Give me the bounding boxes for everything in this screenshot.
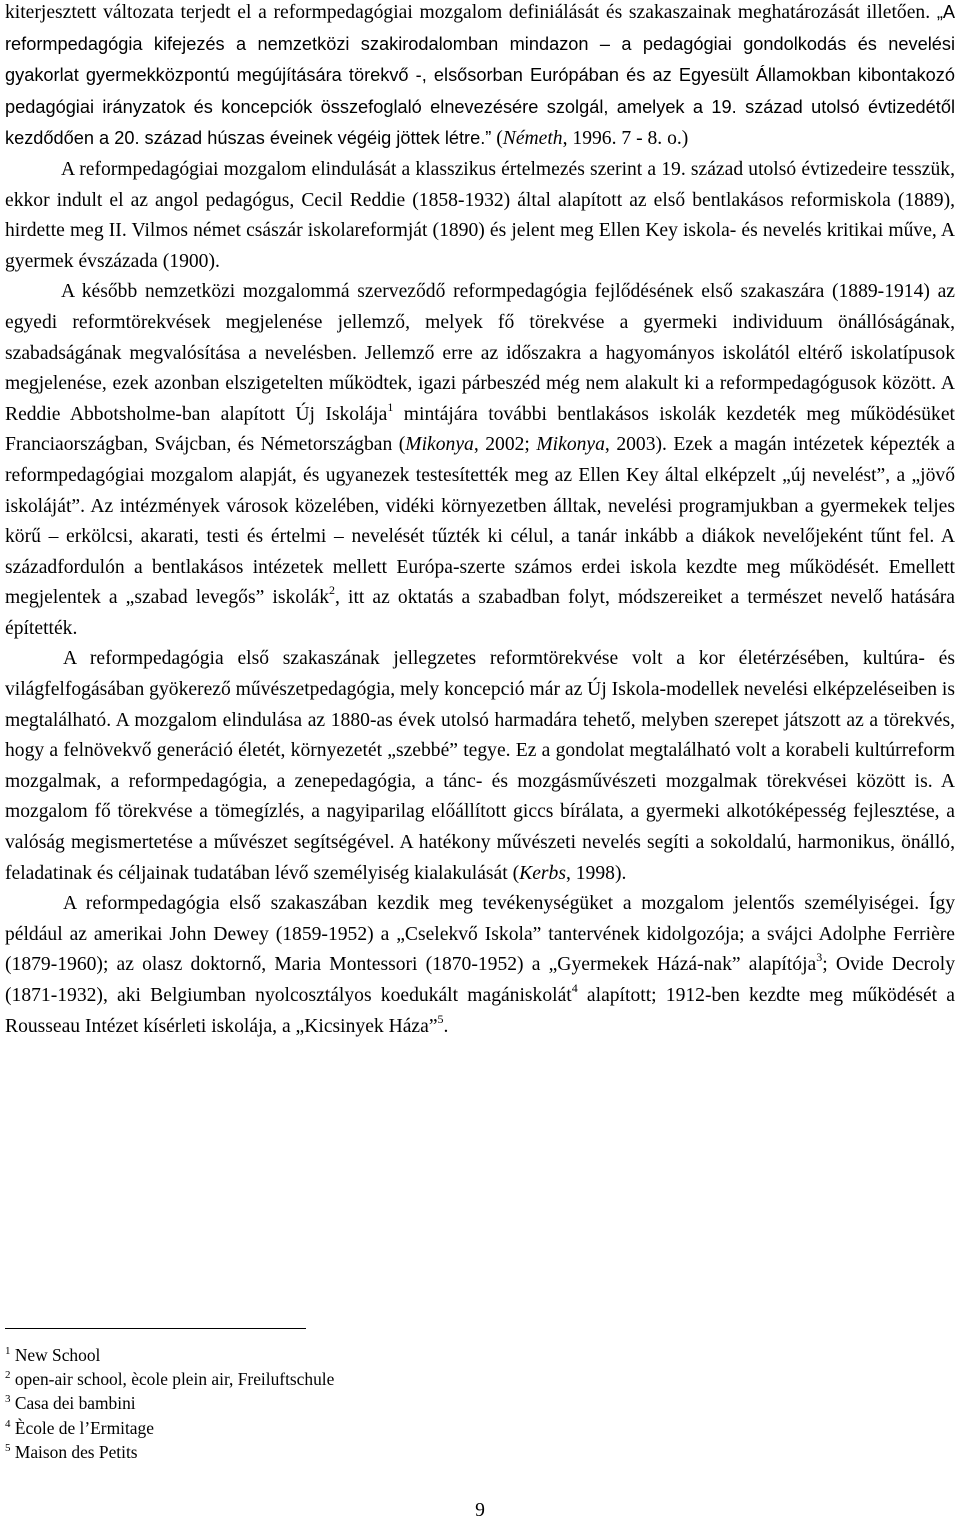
footnote-5 xyxy=(5,1440,705,1464)
footnotes xyxy=(5,1343,705,1464)
document-page xyxy=(5,0,955,1042)
text-run: A reformpedagógia első szakaszában kezdik meg tevékenységüket a mozgalom jelentős személyiségei. Így például az amerikai John Dewey (1859-1952) a „Cselekvő Iskola” tantervének kidolgozója; a svájci Adolphe Ferrière (1879-1960); az olasz doktornő, Maria Montessori (1870-1952) a „Gyermekek Házá-nak” alapítója xyxy=(5,893,955,976)
text-run: A reformpedagógia első szakaszának jellegzetes reformtörekvése volt a kor életérzésében, kultúra- és világfelfogásában gyökerező művészetpedagógia, mely koncepció már az Új Iskola-modellek nevelési elképzeléseiben is megtalálható. A mozgalom elindulása az 1880-as évek utolsó harmadára tehető, melyben szerepet játszott az a törekvés, hogy a felnövekvő generáció életét, környezetét „szebbé” tegye. Ez a gondolat megtalálható volt a korabeli kultúrreform mozgalmak, a reformpedagógia, a zenepedagógia, a tánc- és mozgásművészeti mozgalmak törekvései között is. A mozgalom fő törekvése a tömegízlés, a nagyiparilag előállított giccs bírálata, a gyermeki alkotóképesség fejlesztése, a valóság megismertetése a művészet segítségével. A hatékony művészeti nevelés segíti a sokoldalú, harmonikus, önálló, feladatinak és céljainak tudatában lévő személyiség kialakulását ( xyxy=(5,648,955,884)
footnote-number: 5 xyxy=(5,1441,11,1454)
paragraph-1 xyxy=(5,0,955,155)
text-run: , 2002; xyxy=(473,434,537,456)
footnote-text: New School xyxy=(14,1345,101,1365)
footnote-separator xyxy=(5,1328,306,1329)
footnote-1 xyxy=(5,1343,705,1367)
text-run: A reformpedagógiai mozgalom elindulását a klasszikus értelmezés szerint a 19. század utolsó évtizedeire tesszük, ekkor indult el az angol pedagógus, Cecil Reddie (1858-1932) által alapított az első bentlakásos reformiskola (1889), hirdette meg II. Vilmos német császár iskolareformját (1890) és jelent meg Ellen Key iskola- és nevelés kritikai műve, A gyermek évszázada (1900). xyxy=(5,158,955,272)
footnote-text: Maison des Petits xyxy=(14,1441,138,1462)
text-run: mintájára további bentlakásos iskolák kezdeték meg működésüket Franciaországban, Svájcban, és Németországban ( xyxy=(5,403,955,456)
text-run: , itt az oktatás a szabadban folyt, módszereiket a természet nevelő hatására építették. xyxy=(5,587,956,639)
footnote-ref: 1 xyxy=(387,399,394,414)
footnote-ref: 2 xyxy=(329,583,335,598)
text-run: A később nemzetközi mozgalommá szerveződő reformpedagógia fejlődésének első szakaszára (1889-1914) az egyedi reformtörekvések megjelenése jellemző, melyek fő törekvése a gyermeki individuum önállóságának, szabadságának megvalósítása a nevelésben. Jellemző erre az időszakra a hagyományos iskolától eltérő iskolatípusok megjelenése, ezek azonban elszigetelten működtek, igazi párbeszéd még nem alakult ki a reformpedagógusok között. A Reddie Abbotsholme-ban alapított Új Iskolája xyxy=(5,281,955,425)
footnote-number: 4 xyxy=(5,1417,11,1430)
footnote-number: 3 xyxy=(5,1393,11,1406)
italic-citation: Mikonya xyxy=(536,434,605,456)
text-run: alapított; 1912-ben kezdte meg működését a Rousseau Intézet kísérleti iskolája, a „Kicsinyek Háza” xyxy=(5,985,955,1037)
footnote-number: 2 xyxy=(5,1369,11,1382)
text-run: kiterjesztett változata terjedt el a reformpedagógiai mozgalom definiálását és szakaszainak meghatározását illetően. xyxy=(5,2,937,23)
paragraph-3 xyxy=(5,277,955,644)
footnote-4 xyxy=(5,1416,705,1440)
text-run: . xyxy=(443,1015,449,1037)
text-run: , 1998). xyxy=(565,862,627,884)
footnote-text: open-air school, ècole plein air, Freiluftschule xyxy=(14,1369,335,1390)
paragraph-4 xyxy=(5,644,955,889)
text-run: ; Ovide Decroly (1871-1932), aki Belgiumban nyolcosztályos koedukált magániskolát xyxy=(5,954,955,1006)
italic-citation: Németh xyxy=(502,128,563,150)
footnote-ref: 5 xyxy=(437,1011,444,1026)
footnote-ref: 4 xyxy=(571,981,578,995)
footnote-text: Ècole de l’Ermitage xyxy=(14,1417,154,1438)
footnote-2 xyxy=(5,1367,705,1391)
footnote-ref: 3 xyxy=(816,950,823,965)
definition-quote: „A reformpedagógia kifejezés a nemzetközi szakirodalomban mindazon – a pedagógiai gondolkodás és nevelési gyakorlat gyermekközpontú megújítására törekvő -, elsősorban Európában és az Egyesült Államokban kibontakozó pedagógiai irányzatok és koncepciók összefoglaló elnevezésére szolgál, amelyek a 19. század utolsó évtizedétől kezdődően a 20. század húszas éveinek végéig jöttek létre.” xyxy=(5,2,955,149)
paragraph-2 xyxy=(5,155,955,277)
text-run: , 1996. 7 - 8. o.) xyxy=(562,128,689,150)
italic-citation: Kerbs xyxy=(519,862,566,884)
footnote-3 xyxy=(5,1391,705,1415)
footnote-number: 1 xyxy=(5,1345,11,1357)
page-number: 9 xyxy=(475,1500,485,1521)
text-run: , 2003). Ezek a magán intézetek képezték a reformpedagógiai mozgalom alapját, és ugyanezek testesítették meg az Ellen Key által elképzelt „új nevelést”, a „jövő iskoláját”. Az intézmények városok közelében, vidéki környezetben álltak, nevelési programjukban a gyermekek teljes körű – erkölcsi, akarati, testi és értelmi – nevelését tűzték ki célul, a tanár inkább a diákok nevelőjeként tűnt fel. A századfordulón a bentlakásos intézetek mellett Európa-szerte számos erdei iskola kezdte meg működését. Emellett megjelentek a „szabad levegős” iskolák xyxy=(5,434,955,609)
footnote-text: Casa dei bambini xyxy=(14,1393,136,1414)
paragraph-5 xyxy=(5,889,955,1042)
italic-citation: Mikonya xyxy=(405,434,474,456)
text-run: ( xyxy=(491,128,503,150)
